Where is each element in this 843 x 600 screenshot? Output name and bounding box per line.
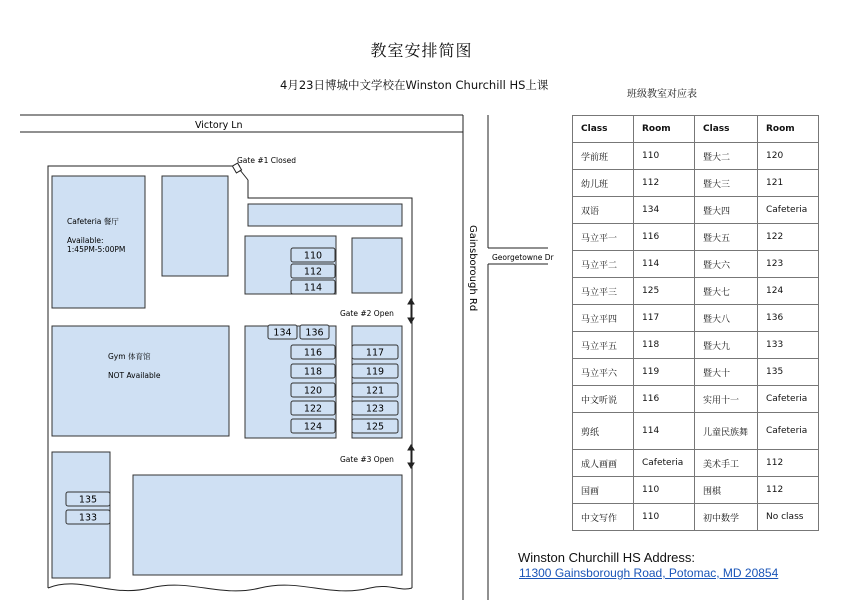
room-number: 125: [365, 421, 385, 433]
page-title: 教室安排简图: [370, 41, 473, 60]
class-cell: 暨大八: [695, 305, 758, 332]
class-cell: 学前班: [573, 143, 634, 170]
room-cell: 116: [634, 386, 695, 413]
class-cell: 暨大七: [695, 278, 758, 305]
table-row: [573, 386, 819, 413]
gate-2-label: Gate #2 Open: [340, 309, 394, 318]
room-box-136: [300, 325, 329, 339]
class-cell: 双语: [573, 197, 634, 224]
class-cell: 马立平六: [573, 359, 634, 386]
cafeteria-available-label: Available:: [67, 236, 104, 245]
room-number: 124: [303, 421, 323, 433]
class-table-title: 班级教室对应表: [627, 89, 697, 100]
table-row: [573, 170, 819, 197]
class-cell: 暨大三: [695, 170, 758, 197]
room-box-125: [352, 419, 398, 433]
room-box-119: [352, 364, 398, 378]
page-subtitle: 4月23日博城中文学校在Winston Churchill HS上课: [280, 78, 549, 92]
table-row: [573, 224, 819, 251]
room-box-110: [291, 248, 335, 262]
room-number: 110: [303, 250, 323, 262]
table-header-row: [573, 116, 819, 143]
class-cell: 中文听说: [573, 386, 634, 413]
building-strip: [248, 204, 402, 226]
room-cell: 114: [634, 413, 695, 450]
class-cell: 幼儿班: [573, 170, 634, 197]
address-link[interactable]: 11300 Gainsborough Road, Potomac, MD 20854: [519, 566, 779, 580]
room-number: 134: [273, 327, 292, 339]
room-number: 135: [78, 494, 98, 506]
class-cell: 暨大十: [695, 359, 758, 386]
gate-1-marker: [232, 163, 248, 180]
room-cell: 120: [758, 143, 819, 170]
class-cell: 暨大五: [695, 224, 758, 251]
room-number: 133: [78, 512, 98, 524]
class-cell: 马立平一: [573, 224, 634, 251]
room-cell: 134: [634, 197, 695, 224]
room-number: 114: [303, 282, 323, 294]
room-box-124: [291, 419, 335, 433]
class-room-table: [572, 115, 819, 531]
cafeteria-hours: 1:45PM-5:00PM: [67, 245, 126, 254]
room-number: 122: [303, 403, 323, 415]
room-cell: 116: [634, 224, 695, 251]
room-number: 120: [303, 385, 323, 397]
table-header-cell: Class: [573, 116, 634, 143]
table-row: [573, 413, 819, 450]
class-cell: 暨大九: [695, 332, 758, 359]
gate-1-label: Gate #1 Closed: [237, 156, 296, 165]
room-cell: No class: [758, 504, 819, 531]
table-header-cell: Room: [634, 116, 695, 143]
room-cell: 112: [634, 170, 695, 197]
address-label: Winston Churchill HS Address:: [518, 550, 696, 565]
class-cell: 围棋: [695, 477, 758, 504]
class-cell: 暨大六: [695, 251, 758, 278]
victory-ln-label: Victory Ln: [195, 120, 243, 131]
class-cell: 成人画画: [573, 450, 634, 477]
room-cell: 133: [758, 332, 819, 359]
room-cell: Cafeteria: [634, 450, 695, 477]
table-header-cell: Room: [758, 116, 819, 143]
gym-status: NOT Available: [108, 371, 161, 380]
room-box-114: [291, 280, 335, 294]
room-cell: 110: [634, 477, 695, 504]
table-row: [573, 450, 819, 477]
gym-building: [52, 326, 229, 436]
room-cell: 125: [634, 278, 695, 305]
room-cell: 117: [634, 305, 695, 332]
room-cell: 121: [758, 170, 819, 197]
gate-2-arrow-icon: [408, 299, 414, 323]
building-small-a: [162, 176, 228, 276]
table-row: [573, 305, 819, 332]
room-box-118: [291, 364, 335, 378]
room-cell: 119: [634, 359, 695, 386]
room-cell: 122: [758, 224, 819, 251]
table-header-cell: Class: [695, 116, 758, 143]
room-cell: 124: [758, 278, 819, 305]
class-cell: 剪纸: [573, 413, 634, 450]
room-box-133: [66, 510, 110, 524]
class-cell: 实用十一: [695, 386, 758, 413]
class-cell: 马立平五: [573, 332, 634, 359]
room-box-123: [352, 401, 398, 415]
room-number: 118: [303, 366, 323, 378]
room-box-122: [291, 401, 335, 415]
class-cell: 暨大四: [695, 197, 758, 224]
room-number: 116: [303, 347, 323, 359]
room-number: 112: [303, 266, 323, 278]
gym-label: Gym 体育馆: [108, 352, 151, 361]
room-cell: 136: [758, 305, 819, 332]
room-number: 136: [305, 327, 324, 339]
room-box-117: [352, 345, 398, 359]
georgetowne-dr-label: Georgetowne Dr: [492, 253, 554, 262]
table-row: [573, 143, 819, 170]
gate-3-label: Gate #3 Open: [340, 455, 394, 464]
room-box-135: [66, 492, 110, 506]
room-box-112: [291, 264, 335, 278]
building-large-bottom: [133, 475, 402, 575]
room-number: 121: [365, 385, 385, 397]
table-row: [573, 359, 819, 386]
table-row: [573, 332, 819, 359]
table-row: [573, 278, 819, 305]
class-cell: 马立平三: [573, 278, 634, 305]
room-box-120: [291, 383, 335, 397]
class-cell: 马立平四: [573, 305, 634, 332]
room-box-134: [268, 325, 297, 339]
gate-3-arrow-icon: [408, 445, 414, 468]
room-cell: 112: [758, 450, 819, 477]
room-cell: 112: [758, 477, 819, 504]
table-row: [573, 477, 819, 504]
room-cell: 110: [634, 504, 695, 531]
table-row: [573, 504, 819, 531]
gainsborough-rd-label: Gainsborough Rd: [467, 225, 478, 312]
property-boundary-bottom: [48, 584, 412, 591]
class-cell: 暨大二: [695, 143, 758, 170]
room-cell: Cafeteria: [758, 413, 819, 450]
room-box-116: [291, 345, 335, 359]
cafeteria-label: Cafeteria 餐厅: [67, 217, 119, 226]
class-cell: 马立平二: [573, 251, 634, 278]
room-cell: 135: [758, 359, 819, 386]
class-cell: 美术手工: [695, 450, 758, 477]
class-cell: 初中数学: [695, 504, 758, 531]
room-number: 117: [365, 347, 385, 359]
class-cell: 儿童民族舞: [695, 413, 758, 450]
table-row: [573, 197, 819, 224]
room-number: 123: [365, 403, 385, 415]
class-cell: 中文写作: [573, 504, 634, 531]
room-cell: 114: [634, 251, 695, 278]
room-box-121: [352, 383, 398, 397]
table-row: [573, 251, 819, 278]
room-cell: Cafeteria: [758, 197, 819, 224]
class-cell: 国画: [573, 477, 634, 504]
room-cell: Cafeteria: [758, 386, 819, 413]
room-cell: 123: [758, 251, 819, 278]
room-cell: 110: [634, 143, 695, 170]
room-number: 119: [365, 366, 385, 378]
room-cell: 118: [634, 332, 695, 359]
building-small-b: [352, 238, 402, 293]
